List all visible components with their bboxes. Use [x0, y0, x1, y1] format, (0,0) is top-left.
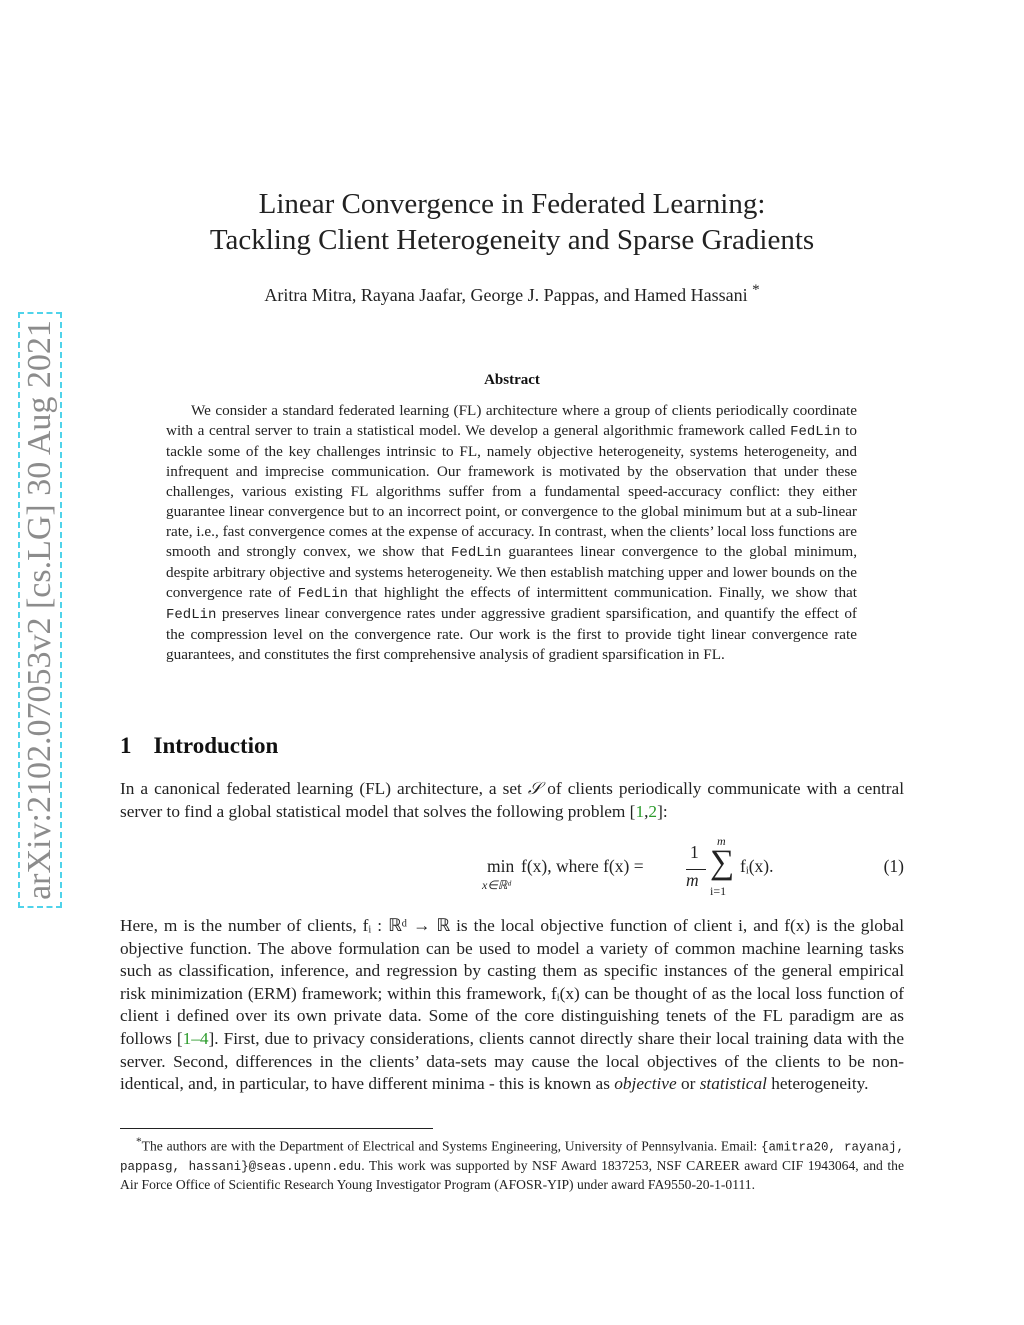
fedlin-code: FedLin [297, 586, 349, 602]
body-text: of clients periodically communicate with a central server to find a global statistical model that solves the following problem [ [120, 779, 904, 821]
footnote [120, 1133, 904, 1194]
arxiv-identifier-stamp [18, 312, 62, 908]
arxiv-identifier-text: arXiv:2102.07053v2 [cs.LG] 30 Aug 2021 [21, 320, 58, 900]
paper-title-line-1: Linear Convergence in Federated Learning: [258, 188, 766, 220]
eq-sum-upper: m [717, 834, 726, 848]
emphasis-text: objective [614, 1074, 677, 1094]
eq-rhs: fᵢ(x). [740, 856, 774, 876]
author-list [120, 282, 904, 306]
eq-frac-numerator: 1 [690, 842, 699, 862]
footnote-divider [120, 1128, 433, 1129]
author-footnote-mark: * [752, 282, 760, 298]
eq-sum-lower: i=1 [710, 884, 727, 898]
math-set-s: 𝒮 [527, 779, 542, 798]
section-number: 1 [120, 733, 132, 758]
abstract-text: We consider a standard federated learning (FL) architecture where a group of clients periodically coordinate with a central server to train a statistical model. We develop a general algorithmic framework called [166, 402, 857, 439]
citation-link[interactable]: 1–4 [182, 1028, 209, 1048]
body-text: , [644, 801, 649, 821]
footnote-text: . This work was supported by NSF Award 1837253, NSF CAREER award CIF 1943064, and the Air Force Office of Scientific Research Young Investigator Program (AFOSR-YIP) under award FA9550-20-1-0111. [120, 1157, 904, 1192]
intro-paragraph-1 [120, 778, 904, 823]
equation-1 [120, 834, 904, 898]
body-text: heterogeneity. [766, 1074, 869, 1094]
eq-sum-symbol: ∑ [710, 844, 735, 881]
abstract-text: to tackle some of the key challenges intrinsic to FL, namely objective heterogeneity, systems heterogeneity, and infrequent and imprecise communication. Our framework is motivated by the observation that under these challenges, various existing FL algorithms suffer from a fundamental speed-accuracy conflict: they either guarantee linear convergence but to an incorrect point, or convergence to the global minimum but at a sub-linear rate, i.e., fast convergence comes at the expense of accuracy. In contrast, when the clients’ local loss functions are smooth and strongly convex, we show that [166, 422, 857, 560]
footnote-mark: * [136, 1136, 142, 1148]
citation-link[interactable]: 1 [635, 801, 645, 821]
eq-frac-denominator: m [686, 870, 699, 890]
fedlin-code: FedLin [451, 545, 502, 561]
abstract-paragraph [166, 401, 857, 665]
fedlin-code: FedLin [790, 424, 841, 440]
abstract-body [166, 401, 857, 665]
citation-link[interactable]: 2 [648, 801, 658, 821]
abstract-heading: Abstract [484, 372, 540, 388]
eq-lhs: f(x), where f(x) = [521, 856, 644, 876]
body-text: Here, m is the number of clients, fᵢ : ℝᵈ → ℝ is the local objective function of client i, and f(x) is the global objective function. The above formulation can be used to model a variety of common machine learning tasks such as classification, inference, and regression by casting them as specific instances of the general empirical risk minimization (ERM) framework; within this framework, fᵢ(x) can be thought of as the local loss function of client i defined over its own private data. Some of the core distinguishing tenets of the FL paradigm are as follows [ [120, 916, 904, 1048]
author-names: Aritra Mitra, Rayana Jaafar, George J. Pappas, and Hamed Hassani [264, 285, 748, 305]
abstract-text: preserves linear convergence rates under aggressive gradient sparsification, and quantify the effect of the compression level on the convergence rate. Our work is the first to provide tight linear convergence rate guarantees, and constitutes the first comprehensive analysis of gradient sparsification in FL. [166, 605, 857, 663]
author-emails: {amitra20, rayanaj, pappasg, hassani}@seas.upenn.edu [120, 1140, 904, 1174]
paper-title-line-2: Tackling Client Heterogeneity and Sparse Gradients [209, 224, 815, 256]
fedlin-code: FedLin [166, 607, 217, 623]
equation-number: (1) [883, 856, 904, 876]
abstract-text: guarantees linear convergence to the global minimum, despite arbitrary objective and systems heterogeneity. We then establish matching upper and lower bounds on the convergence rate of [166, 543, 857, 601]
abstract-text: that highlight the effects of intermittent communication. Finally, we show that [348, 584, 857, 601]
intro-paragraph-2 [120, 915, 904, 1096]
eq-min-subscript: x∈ℝᵈ [482, 878, 512, 892]
body-text: ]. First, due to privacy considerations, clients cannot directly share their local training data with the server. Second, differences in the clients’ data-sets may cause the local objectives of the clients to be non-identical, and, in particular, to have different minima - this is known as [120, 1028, 904, 1094]
section-title: Introduction [153, 733, 279, 758]
eq-min: min [487, 856, 515, 876]
footnote-text: The authors are with the Department of Electrical and Systems Engineering, University of Pennsylvania. Email: [141, 1138, 762, 1154]
section-heading-introduction [120, 733, 278, 759]
emphasis-text: statistical [699, 1074, 767, 1094]
body-text: In a canonical federated learning (FL) architecture, a set [120, 779, 528, 798]
body-text: or [676, 1074, 700, 1094]
body-text: ]: [657, 801, 668, 821]
